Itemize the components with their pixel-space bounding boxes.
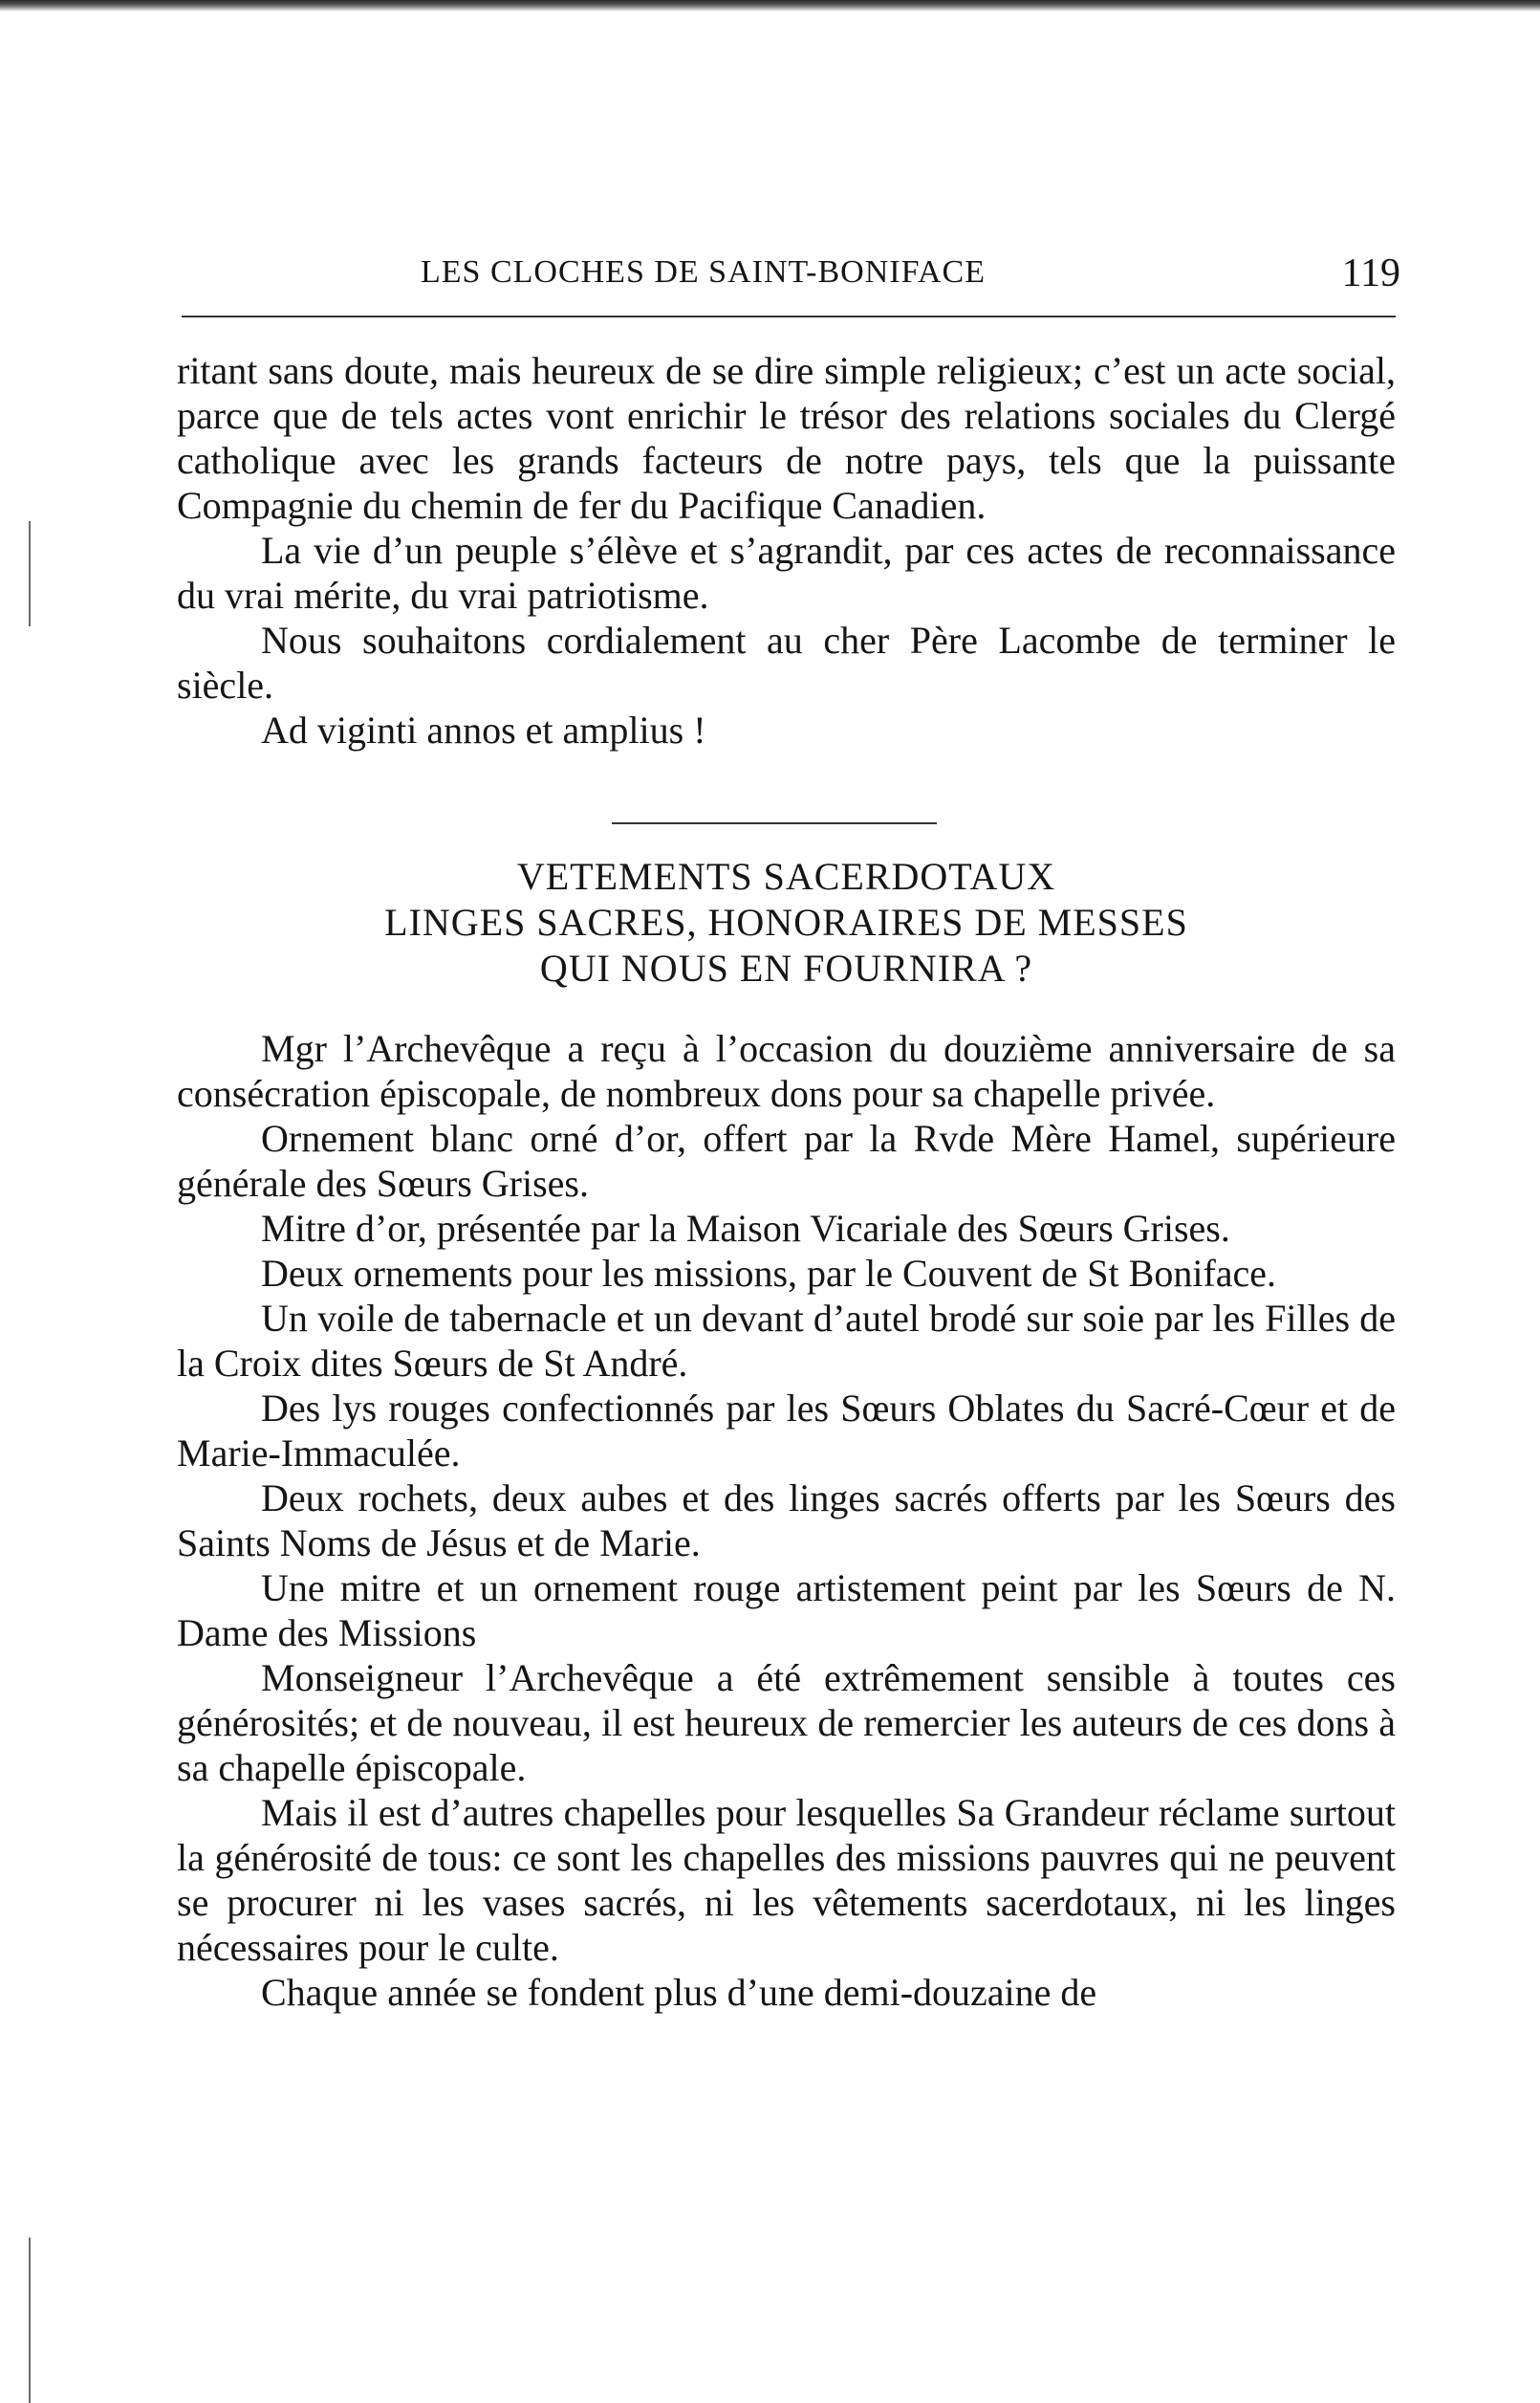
page-header	[177, 251, 1400, 298]
page-number: 119	[1341, 251, 1400, 295]
paragraph: Monseigneur l’Archevêque a été extrêmement sensible à toutes ces générosités; et de nouveau, il est heureux de remercier les auteurs de ces dons à sa chapelle épiscopale.	[177, 1656, 1396, 1789]
section-heading	[177, 854, 1396, 992]
paragraph: Un voile de tabernacle et un devant d’autel brodé sur soie par les Filles de la Croix dites Sœurs de St André.	[177, 1297, 1396, 1385]
paragraph: Deux ornements pour les missions, par le Couvent de St Boniface.	[261, 1252, 1277, 1295]
margin-scan-mark	[29, 521, 31, 626]
continued-text-block	[177, 348, 1396, 753]
heading-line: VETEMENTS SACERDOTAUX	[516, 855, 1056, 898]
scan-edge-shadow	[0, 0, 1540, 11]
paragraph: Mgr l’Archevêque a reçu à l’occasion du douzième anniversaire de sa consécration épiscopale, de nombreux dons pour sa chapelle privée.	[177, 1027, 1396, 1115]
paragraph: Mitre d’or, présentée par la Maison Vicariale des Sœurs Grises.	[261, 1207, 1230, 1250]
paragraph: Nous souhaitons cordialement au cher Père Lacombe de terminer le siècle.	[177, 619, 1396, 707]
running-title: LES CLOCHES DE SAINT-BONIFACE	[421, 254, 986, 290]
paragraph: Ad viginti annos et amplius !	[261, 709, 706, 752]
heading-line: QUI NOUS EN FOURNIRA ?	[539, 947, 1033, 990]
paragraph: La vie d’un peuple s’élève et s’agrandit, par ces actes de reconnaissance du vrai mérite, du vrai patriotisme.	[177, 529, 1396, 617]
paragraph: ritant sans doute, mais heureux de se dire simple religieux; c’est un acte social, parce que de tels actes vont enrichir le trésor des relations sociales du Clergé catholique avec les grands facteurs de notre pays, tels que la puissante Compagnie du chemin de fer du Pacifique Canadien.	[177, 349, 1396, 527]
paragraph: Une mitre et un ornement rouge artistement peint par les Sœurs de N. Dame des Missions	[177, 1566, 1396, 1654]
section-divider	[612, 822, 937, 824]
paragraph: Deux rochets, deux aubes et des linges sacrés offerts par les Sœurs des Saints Noms de Jésus et de Marie.	[177, 1476, 1396, 1564]
paragraph: Chaque année se fondent plus d’une demi-douzaine de	[261, 1971, 1097, 2014]
paragraph: Des lys rouges confectionnés par les Sœurs Oblates du Sacré-Cœur et de Marie-Immaculée.	[177, 1387, 1396, 1475]
section-text-block	[177, 1026, 1396, 2015]
heading-line: LINGES SACRES, HONORAIRES DE MESSES	[384, 901, 1188, 944]
paragraph: Ornement blanc orné d’or, offert par la Rvde Mère Hamel, supérieure générale des Sœurs Grises.	[177, 1117, 1396, 1205]
paragraph: Mais il est d’autres chapelles pour lesquelles Sa Grandeur réclame surtout la générosité de tous: ce sont les chapelles des missions pauvres qui ne peuvent se procurer ni les vases sacrés, ni les vêtements sacerdotaux, ni les linges nécessaires pour le culte.	[177, 1791, 1396, 1969]
header-rule	[182, 316, 1396, 317]
margin-scan-mark	[29, 2238, 31, 2403]
